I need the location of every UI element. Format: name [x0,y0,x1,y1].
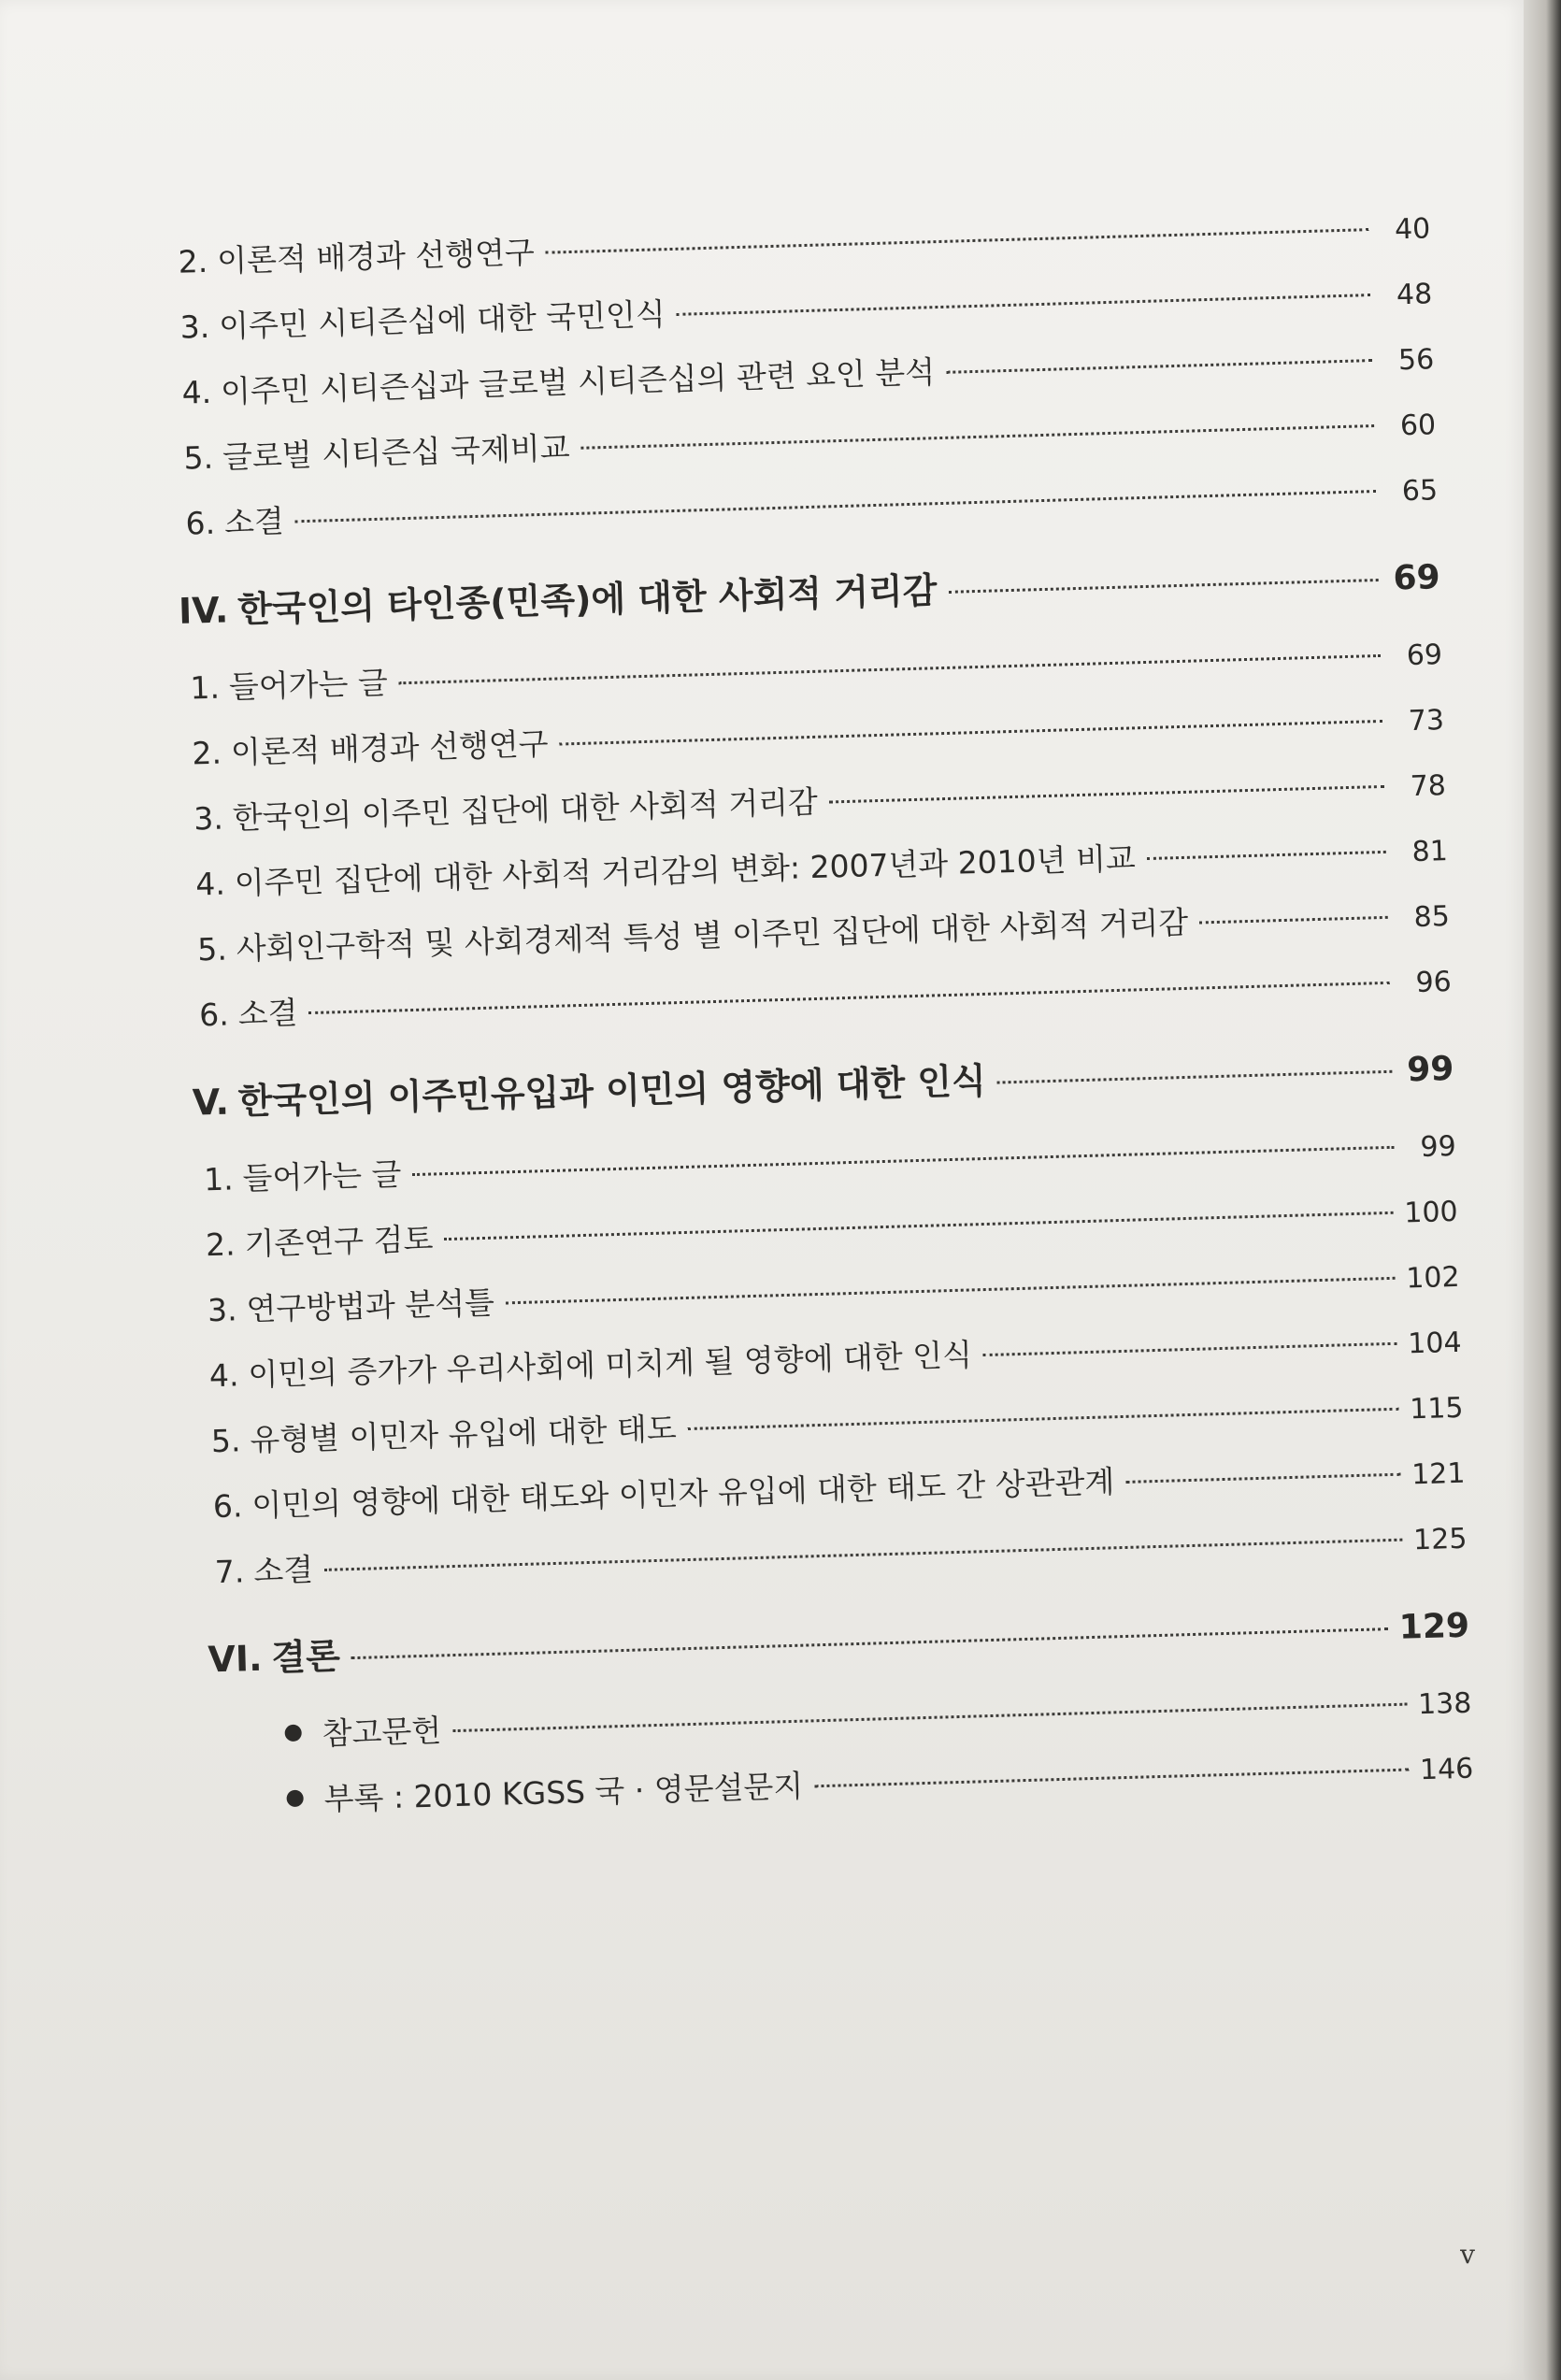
dot-leader [1125,1473,1400,1484]
toc-entry-text: 참고문헌 [322,1712,442,1753]
toc-entry-title [192,720,549,774]
dot-leader [983,1342,1396,1356]
toc-entry-number: 4. [181,373,212,411]
bullet-icon [286,1790,303,1807]
dot-leader [948,579,1378,594]
dot-leader [677,294,1371,316]
toc-page-number: 99 [1406,1049,1454,1090]
toc-entry-text: 들어가는 글 [242,1155,402,1197]
toc-entry-text: 소결 [252,1551,314,1589]
toc-page-number: 65 [1401,474,1439,509]
dot-leader [444,1212,1393,1240]
toc-entry-number: 2. [205,1226,236,1264]
toc-entry-title [178,561,938,634]
toc-entry-title [208,1627,341,1682]
toc-page-number: 115 [1409,1391,1464,1427]
toc-entry-text: 소결 [237,994,298,1033]
toc-entry-number: 6. [184,504,216,542]
toc-entry-text: 이주민 시티즌십에 대한 국민인식 [218,295,666,345]
toc-entry-text: 기존연구 검토 [244,1220,434,1263]
toc-page-number: 104 [1407,1326,1463,1361]
toc-entry-number: 1. [189,668,221,707]
toc-entry-number: 4. [208,1356,240,1395]
toc-entry-title [203,1150,402,1199]
toc-entry-title [214,1545,314,1592]
toc-entry-number: V. [192,1081,230,1124]
dot-leader [946,359,1372,374]
toc-entry-title [178,228,535,282]
toc-entry-text: 이민의 영향에 대한 태도와 이민자 유입에 대한 태도 간 상관관계 [251,1463,1115,1525]
dot-leader [351,1627,1388,1659]
toc-entry-title [185,497,285,544]
dot-leader [559,720,1382,746]
toc-entry-title [199,988,299,1035]
dot-leader [829,785,1384,804]
toc-page-number: 100 [1403,1195,1459,1230]
dot-leader [308,982,1389,1014]
dot-leader [324,1539,1402,1571]
dot-leader [452,1703,1407,1733]
toc-entry-text: 연구방법과 분석틀 [245,1283,495,1328]
toc-entry-number: 5. [183,438,214,477]
toc-page-number: 96 [1415,965,1453,1000]
page-folio: v [1460,2239,1475,2270]
toc-entry-text: 이론적 배경과 선행연구 [216,234,536,280]
dot-leader [295,490,1376,523]
dot-leader [997,1070,1393,1084]
toc-entry-number: 2. [178,242,208,280]
toc-entry-text: 이론적 배경과 선행연구 [230,724,550,771]
toc-page-number: 73 [1408,704,1445,738]
table-of-contents [168,203,1474,1843]
toc-page-number: 60 [1399,409,1437,443]
toc-entry-text: 이주민 집단에 대한 사회적 거리감의 변화: 2007년과 2010년 비교 [234,839,1137,902]
toc-page-number: 78 [1410,769,1447,804]
toc-page-number: 121 [1411,1456,1466,1492]
toc-page-number: 48 [1396,278,1433,312]
dot-leader [814,1769,1409,1788]
toc-page-number: 69 [1406,638,1443,673]
toc-entry-text: 유형별 이민자 유입에 대한 태도 [249,1410,678,1459]
toc-entry-text: 부록 : 2010 KGSS 국 · 영문설문지 [323,1767,804,1817]
toc-entry-number: IV. [178,589,229,632]
dot-leader [688,1408,1399,1430]
toc-entry-number: 3. [207,1291,238,1329]
toc-entry-title [207,1279,494,1331]
toc-entry-text: 한국인의 이주민 집단에 대한 사회적 거리감 [232,782,819,837]
toc-entry-title [205,1215,433,1266]
toc-entry-number: 6. [198,996,230,1034]
toc-entry-text: 사회인구학적 및 사회경제적 특성 별 이주민 집단에 대한 사회적 거리감 [236,903,1189,968]
toc-page-number: 56 [1397,343,1435,378]
toc-page-number: 146 [1419,1752,1474,1787]
page-edge-shadow [1524,0,1561,2380]
dot-leader [506,1277,1395,1305]
toc-entry-text: 한국인의 이주민유입과 이민의 영향에 대한 인식 [237,1059,987,1123]
toc-entry-number: 5. [210,1422,241,1460]
toc-entry-text: 이주민 시티즌십과 글로벌 시티즌십의 관련 요인 분석 [220,353,936,410]
toc-entry-text: 이민의 증가가 우리사회에 미치게 될 영향에 대한 인식 [247,1336,973,1394]
toc-entry-text: 들어가는 글 [228,664,389,706]
toc-page-number: 69 [1392,558,1441,598]
toc-entry-number: 5. [196,930,228,968]
toc-entry-text: 결론 [270,1635,341,1679]
dot-leader [412,1146,1394,1176]
toc-entry-text: 소결 [223,502,285,541]
toc-entry-number: VI. [207,1637,264,1681]
toc-entry-number: 4. [194,865,226,903]
toc-entry-title [192,1052,986,1125]
toc-page-number: 125 [1412,1522,1468,1557]
toc-page-number: 138 [1417,1686,1472,1722]
toc-page-number: 102 [1405,1260,1461,1296]
toc-entry-number: 6. [212,1487,243,1526]
toc-page-number: 40 [1394,212,1431,247]
dot-leader [581,424,1375,450]
dot-leader [1199,916,1388,925]
toc-entry-text: 글로벌 시티즌십 국제비교 [222,429,571,476]
toc-entry-number: 3. [179,308,210,346]
toc-entry-title [284,1706,442,1755]
toc-page-number: 129 [1398,1606,1470,1647]
toc-entry-title [190,659,389,709]
toc-page-number: 99 [1419,1129,1457,1164]
toc-entry-number: 3. [193,799,224,838]
dot-leader [399,654,1381,684]
toc-page-number: 85 [1413,900,1451,935]
toc-entry-number: 1. [203,1160,235,1198]
toc-entry-text: 한국인의 타인종(민족)에 대한 사회적 거리감 [236,569,938,631]
toc-page-number: 81 [1411,835,1449,869]
toc-entry-number: 2. [191,734,222,772]
dot-leader [546,228,1368,254]
bullet-icon [284,1725,301,1742]
dot-leader [1147,851,1386,860]
toc-entry-number: 7. [214,1553,245,1591]
